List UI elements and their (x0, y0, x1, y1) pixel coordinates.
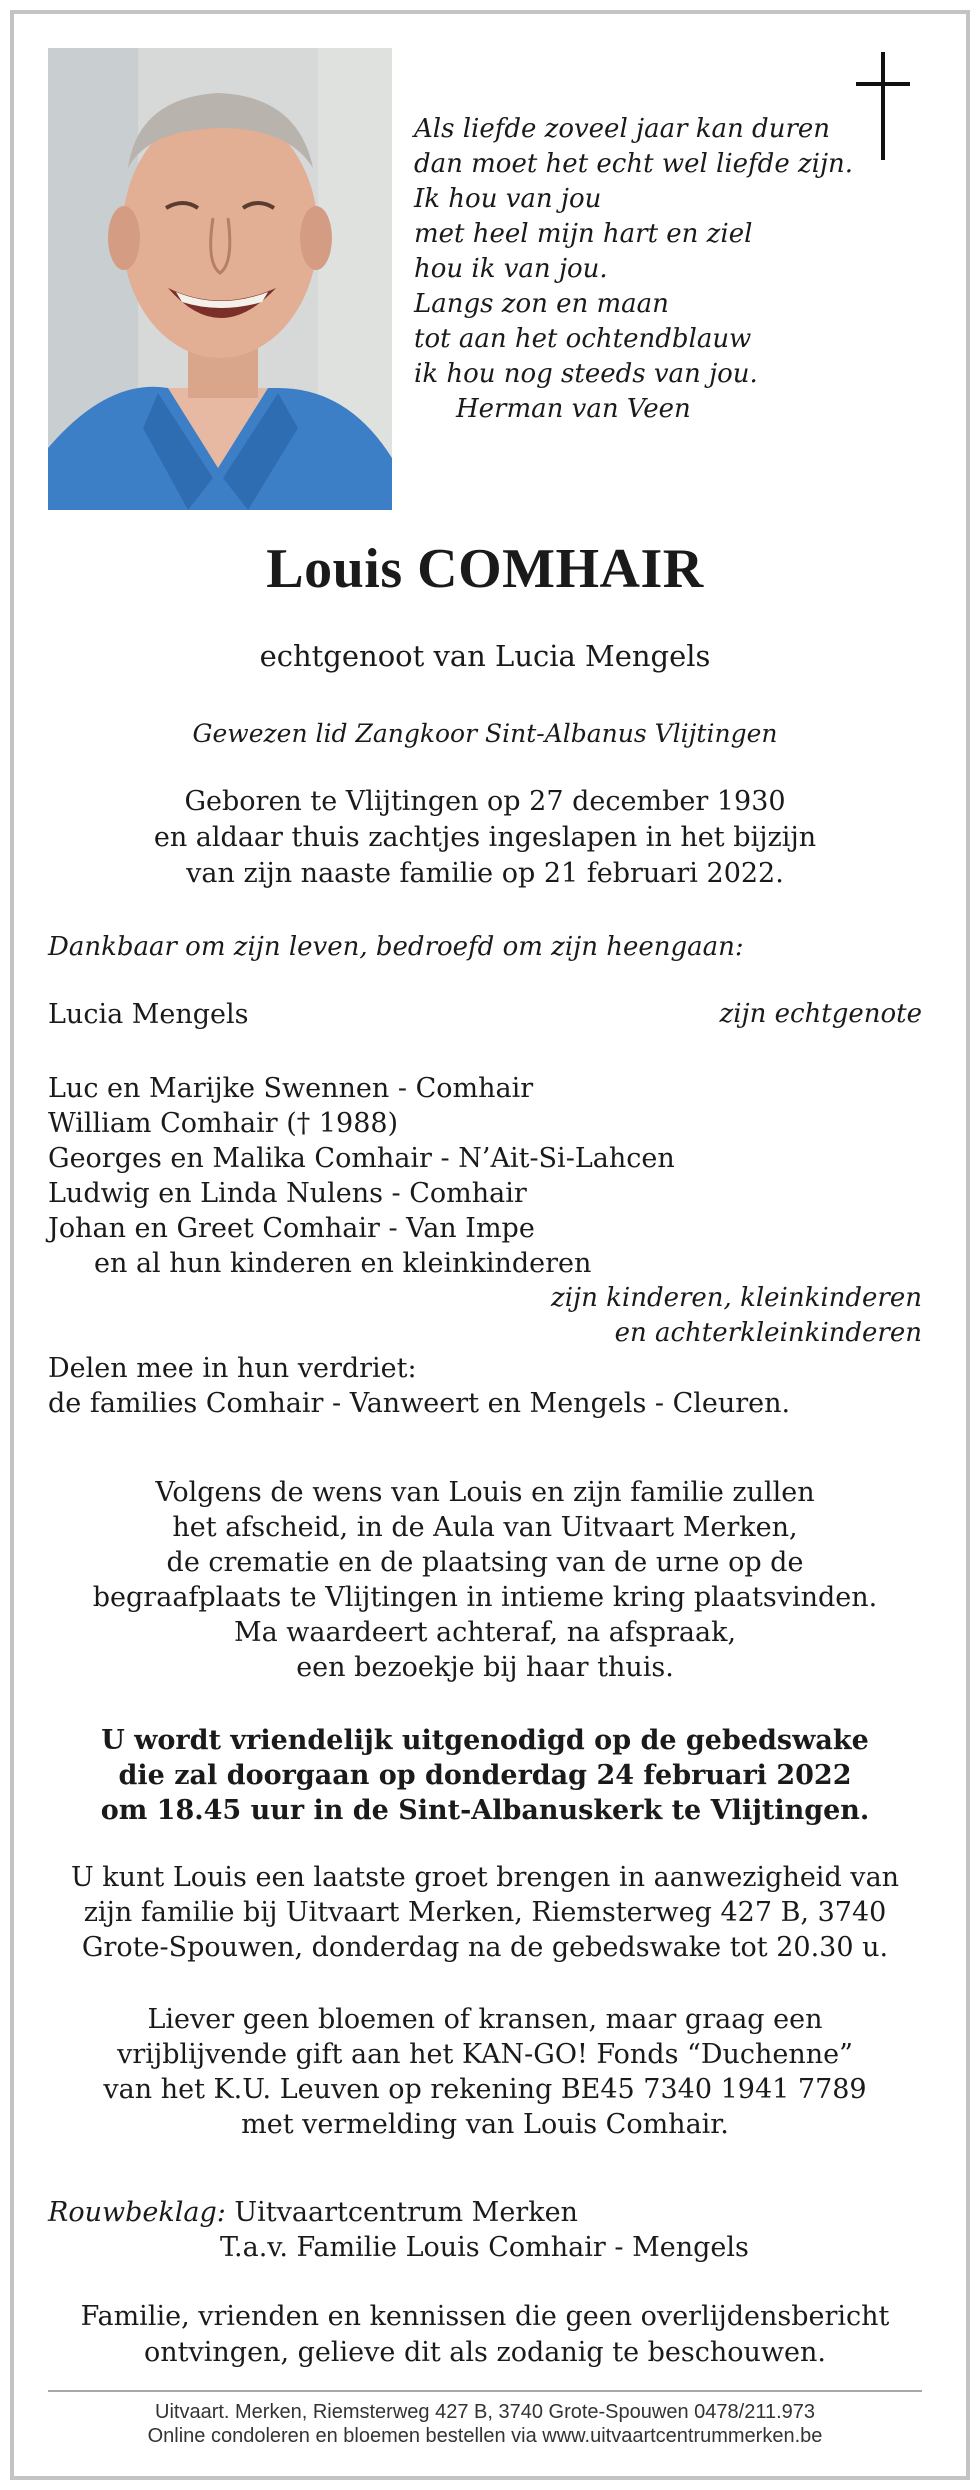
wake-line: die zal doorgaan op donderdag 24 februari 2022 (118, 1760, 852, 1791)
poem-line: hou ik van jou. (414, 254, 608, 284)
poem-line: Als liefde zoveel jaar kan duren (414, 114, 830, 144)
farewell-line: Ma waardeert achteraf, na afspraak, (233, 1617, 737, 1648)
portrait-photo (48, 48, 392, 510)
farewell-line: het afscheid, in de Aula van Uitvaart Merken, (172, 1512, 798, 1543)
memorial-poem (414, 112, 854, 427)
footer-website: Online condoleren en bloemen bestellen via www.uitvaartcentrummerken.be (147, 2425, 823, 2447)
spouse-role: zijn echtgenote (719, 999, 922, 1029)
birth-line: en aldaar thuis zachtjes ingeslapen in het bijzijn (153, 822, 817, 853)
greet-line: U kunt Louis een laatste groet brengen in aanwezigheid van (70, 1862, 900, 1893)
birth-line: van zijn naaste familie op 21 februari 2022. (186, 858, 784, 889)
flowers-line: met vermelding van Louis Comhair. (241, 2109, 729, 2140)
share-line: Delen mee in hun verdriet: (48, 1353, 417, 1384)
condolence-address (48, 2195, 922, 2265)
notice-line: Familie, vrienden en kennissen die geen overlijdensbericht (80, 2301, 890, 2332)
poem-line: dan moet het echt wel liefde zijn. (414, 149, 854, 179)
birth-death-text (48, 784, 922, 892)
poem-line: met heel mijn hart en ziel (414, 219, 753, 249)
greet-line: zijn familie bij Uitvaart Merken, Riemsterweg 427 B, 3740 (83, 1897, 887, 1928)
footer-contact: Uitvaart. Merken, Riemsterweg 427 B, 3740 Grote-Spouwen 0478/211.973 (155, 2401, 815, 2423)
visitation-text (48, 1860, 922, 1965)
poem-line: tot aan het ochtendblauw (414, 324, 752, 354)
farewell-line: de crematie en de plaatsing van de urne op de (166, 1547, 804, 1578)
footer (48, 2390, 922, 2448)
flowers-line: van het K.U. Leuven op rekening BE45 7340 1941 7789 (103, 2074, 867, 2105)
children-list (48, 1071, 922, 1281)
family-member: Georges en Malika Comhair - N’Ait-Si-Lahcen (48, 1143, 675, 1174)
role-line: zijn kinderen, kleinkinderen (551, 1283, 922, 1313)
farewell-text (48, 1475, 922, 1685)
farewell-line: begraafplaats te Vlijtingen in intieme kring plaatsvinden. (92, 1582, 878, 1613)
family-member: en al hun kinderen en kleinkinderen (94, 1248, 592, 1279)
flowers-line: vrijblijvende gift aan het KAN-GO! Fonds “Duchenne” (117, 2039, 853, 2070)
role-line: en achterkleinkinderen (614, 1318, 922, 1348)
share-sorrow (48, 1351, 922, 1421)
spouse-row (48, 997, 922, 1032)
flowers-line: Liever geen bloemen of kransen, maar graag een (147, 2004, 823, 2035)
condolence-attention: T.a.v. Familie Louis Comhair - Mengels (220, 2232, 749, 2263)
poem-line: ik hou nog steeds van jou. (414, 359, 758, 389)
poem-line: Langs zon en maan (414, 289, 669, 319)
birth-line: Geboren te Vlijtingen op 27 december 1930 (184, 786, 786, 817)
membership-line: Gewezen lid Zangkoor Sint-Albanus Vlijtingen (192, 719, 778, 748)
children-role (48, 1281, 922, 1351)
notice-line: ontvingen, gelieve dit als zodanig te beschouwen. (144, 2337, 826, 2368)
share-line: de families Comhair - Vanweert en Mengels - Cleuren. (48, 1388, 791, 1419)
family-member: Luc en Marijke Swennen - Comhair (48, 1073, 534, 1104)
family-member: William Comhair († 1988) (48, 1108, 399, 1139)
spouse-name: Lucia Mengels (48, 999, 249, 1030)
farewell-line: een bezoekje bij haar thuis. (296, 1652, 674, 1683)
greet-line: Grote-Spouwen, donderdag na de gebedswake tot 20.30 u. (81, 1932, 889, 1963)
condolence-label: Rouwbeklag: (48, 2197, 226, 2228)
donation-text (48, 2002, 922, 2142)
poem-author: Herman van Veen (456, 394, 691, 424)
family-member: Ludwig en Linda Nulens - Comhair (48, 1178, 527, 1209)
wake-line: om 18.45 uur in de Sint-Albanuskerk te Vlijtingen. (100, 1795, 870, 1826)
thanks-line: Dankbaar om zijn leven, bedroefd om zijn heengaan: (48, 932, 744, 962)
wake-invitation (48, 1723, 922, 1828)
wake-line: U wordt vriendelijk uitgenodigd op de gebedswake (101, 1725, 869, 1756)
farewell-line: Volgens de wens van Louis en zijn familie zullen (155, 1477, 815, 1508)
poem-line: Ik hou van jou (414, 184, 602, 214)
spouse-line: echtgenoot van Lucia Mengels (259, 639, 711, 673)
family-member: Johan en Greet Comhair - Van Impe (48, 1213, 535, 1244)
condolence-recipient: Uitvaartcentrum Merken (234, 2197, 578, 2228)
notice-text (48, 2299, 922, 2371)
cross-icon (856, 52, 912, 166)
deceased-name: Louis COMHAIR (266, 538, 704, 600)
